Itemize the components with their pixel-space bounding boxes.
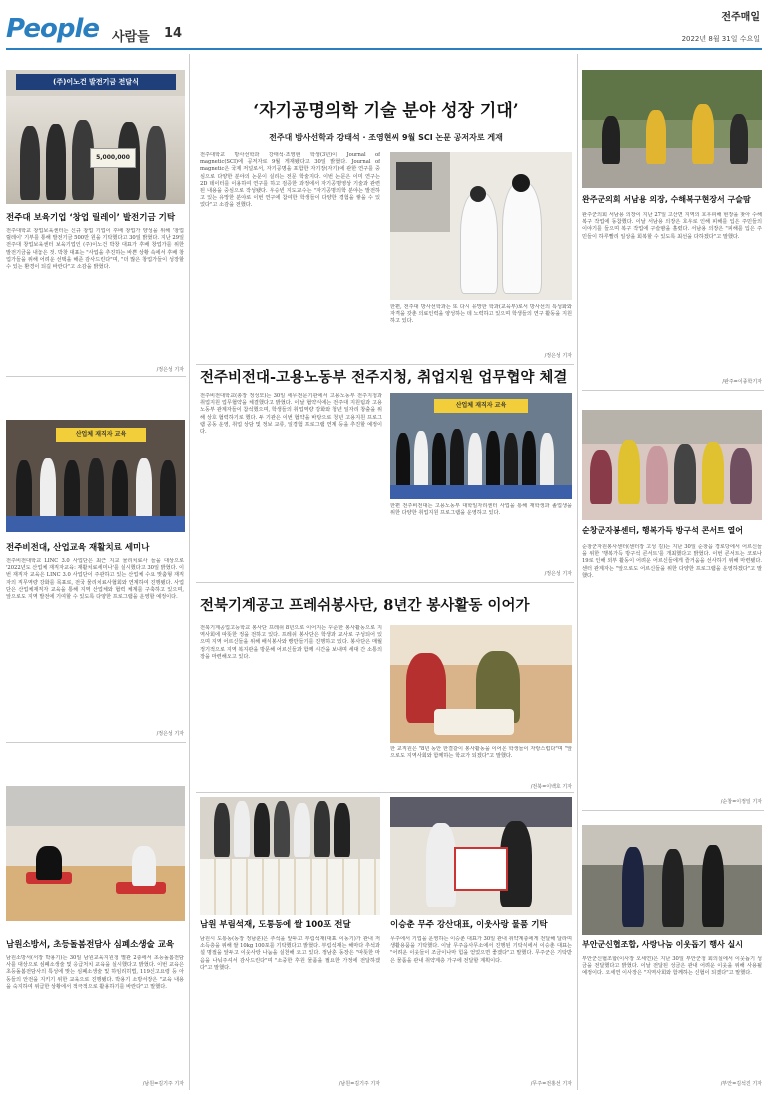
right-story3-body: 부안군신협조합(이사장 오세연)은 지난 30일 부안군청 회의실에서 이웃돕기 성금을 전달했다고 밝혔다. 이날 전달된 성금은 관내 어려운 이웃을 위해 사용될 예정이다. 오세연 이사장은 "지역사회와 함께하는 신협이 되겠다"고 말했다.	[582, 956, 762, 977]
right-story1-credit: /완주=이종학기자	[722, 379, 762, 385]
left-story1-credit: /정은성 기자	[156, 367, 184, 373]
right-story2-body: 순창군자원봉사센터(센터장 고성 김)는 지난 30일 순창읍 경로당에서 어르신들을 위한 '행복가득 방구석 콘서트'를 개최했다고 밝혔다. 이번 콘서트는 코로나19로 인해 외부 활동이 어려운 어르신들에게 즐거움을 선사하기 위해 마련됐다. 센터 관계자는 "앞으로도 어르신들을 위한 다양한 프로그램을 운영하겠다"고 말했다.	[582, 544, 762, 579]
left-story3-body: 남원소방서(서장 박용기)는 30일 남원교육지원청 별관 2층에서 초등돌봄전담사를 대상으로 심폐소생술 및 응급처치 교육을 실시했다고 밝혔다. 이번 교육은 초등돌봄전담사의 특성에 맞는 심폐소생술 및 하임리히법, 119신고요령 등 아동들의 안전을 지키기 위한 교육으로 진행됐다. 박용기 소방서장은 "교육 내용을 숙지하여 위급한 상황에서 적극적으로 활용하기를 바란다"고 말했다.	[6, 955, 184, 990]
bottom-story1-headline: 남원 부림석재, 도통동에 쌀 100포 전달	[200, 920, 351, 930]
bottom-story1-credit: /남원=김기주 기자	[338, 1081, 380, 1087]
goods-donation-photo	[390, 797, 572, 915]
right-story1-headline: 완주군의회 서남용 의장, 수해복구현장서 구슬땀	[582, 195, 751, 204]
middle-story2-body-right: 한 교직원은 "8년 동안 한결같이 봉사활동을 이어온 학생들이 자랑스럽다"며 "앞으로도 지역사회와 함께하는 학교가 되겠다"고 말했다.	[390, 746, 572, 760]
rice-donation-photo	[200, 797, 380, 915]
right-story2-headline: 순창군자봉센터, 행복가득 방구석 콘서트 열어	[582, 526, 744, 535]
middle-story2-body-left: 전북기계공업고등학교 봉사단 프레쉬 8년으로 이어지는 꾸준한 봉사활동으로 지역사회에 따뜻한 정을 전하고 있다. 프레쉬 봉사단은 학생과 교사로 구성되어 있으며 지역 어르신들을 위해 배식봉사와 빵만들기를 진행하고 있다. 봉사단은 매월 정기적으로 지역 복지관을 방문해 어르신들과 함께 시간을 보내며 세대 간 소통의 장을 마련해오고 있다.	[200, 625, 382, 660]
column-divider	[189, 54, 190, 1090]
ceremony-banner: (주)이노건 발전기금 전달식	[16, 74, 176, 90]
seminar-photo	[6, 420, 185, 532]
credit-union-photo	[582, 825, 762, 935]
page-number: 14	[164, 26, 183, 41]
cpr-training-photo	[6, 786, 185, 921]
lab-students-photo	[390, 152, 572, 300]
top-story-subhead: 전주대 방사선학과 강태석 · 조영현씨 9월 SCI 논문 공저자로 게재	[269, 133, 503, 142]
newspaper-name: 전주매일	[721, 12, 760, 23]
middle-story2-credit: /전북=이백호 기자	[530, 784, 572, 790]
right-story1-body: 완주군의회 서남용 의장이 지난 27일 고산면 지역의 호우피해 현장을 찾아 수해복구 작업에 동참했다. 이날 서남용 의장은 호우로 인해 피해를 입은 주민들의 이야기를 들으며 복구 작업에 구슬땀을 흘렸다. 서남용 의장은 "피해를 입은 주민들이 하루빨리 일상을 회복할 수 있도록 최선을 다하겠다"고 말했다.	[582, 212, 762, 240]
flood-recovery-photo	[582, 70, 762, 188]
right-story3-credit: /부안=김석진 기자	[720, 1081, 762, 1087]
bottom-story2-credit: /무주=전홍선 기자	[530, 1081, 572, 1087]
right-story2-credit: /순창=이정일 기자	[720, 799, 762, 805]
left-story1-body: 전주대학교 창업보육센터는 신규 창업 기업이 후배 창업가 양성을 위해 '창업 릴레이' 기부를 통해 발전기금 500만 원을 기탁했다고 30일 밝혔다. 지난 29일 전주대 창업보육센터 보육기업인 (주)이노건 박창 대표가 후배 창업가를 위한 발전기금을 내놓은 것. 박창 대표는 "사업을 추진하는 바쁜 상황 속에서 후배 창업가들을 위해 어려운 선택을 해준 감사드린다"며, "더 많은 창업가들이 성장할 수 있는 환경이 되길 바란다"고 소감을 밝혔다.	[6, 228, 184, 271]
left-story2-credit: /정은성 기자	[156, 731, 184, 737]
left-story3-headline: 남원소방서, 초등돌봄전담사 심폐소생술 교육	[6, 940, 175, 950]
left-story2-body: 전주비전대학교 LINC 3.0 사업단은 최근 지교 물리치료사 들을 대상으로 '2022년도 산업체 재직자교육: 재활치료세미나'를 실시했다고 30일 밝혔다. 이번 재직자 교육은 LINC 3.0 사업단이 주관하고 있는 산업체 수요 맞춤형 재직자의 직무역량 강화를 목표로, 전국 물리치료사협회와 연계하여 진행됐다. 사업단은 산업체재직자 교육을 통해 지역 산업체와 협력 체계를 구축하고 있으며, 앞으로도 지역 발전에 기여할 수 있도록 다양한 프로그램을 운영할 예정이다.	[6, 558, 184, 601]
bottom-story2-headline: 이승춘 무주 강산대표, 이웃사랑 물품 기탁	[390, 920, 548, 930]
bottom-story1-body: 남원시 도통동(동장 정남훈)은 추석을 앞두고 부림석재(대표 이동기)가 관내 저소득층을 위해 쌀 10kg 100포를 기탁했다고 밝혔다. 부림석재는 해마다 추석과 설 명절을 앞두고 이웃사랑 나눔을 실천해 오고 있다. 정남훈 동장은 "따뜻한 마음을 나눠주셔서 감사드린다"며 "소중한 후원 물품을 필요한 가정에 전달하겠다"고 말했다.	[200, 936, 380, 971]
top-story-body-left: 전주대학교 방사선학과 강태석·조영현 학생(3년)이 Journal of magnetic(SCI)에 공저자로 9월 게재됐다고 30일 밝혔다. Journal of magnetic은 국제 저널로서, 자기공명을 포함한 자기장(자기)에 관한 연구를 중심으로 다양한 분야의 논문이 실리는 전문 학술지다. 이번 논문은 이미 연구는 2D 데이터를 이용하여 연구를 하고 검증한 과정에서 자기공명영상 기술과 관련된 내용을 중심으로 작성됐다. 우승빈 지도교수는 "자기공명의학 분야는 발전하고 있는 유망한 분야로 이번 연구에 참여한 학생들이 다양한 경험을 쌓을 수 있었다"고 소감을 전했다.	[200, 152, 380, 209]
check-board: 5,000,000	[90, 148, 136, 168]
middle-story2-headline: 전북기계공고 프레쉬봉사단, 8년간 봉사활동 이어가	[200, 597, 530, 614]
section-title: People	[6, 14, 100, 44]
middle-story1-body-right: 한편 전주비전대는 고용노동부 대학일자리센터 사업을 통해 재학생과 졸업생을 위한 다양한 취업지원 프로그램을 운영하고 있다.	[390, 503, 572, 517]
left-story3-credit: /남원=김기주 기자	[142, 1081, 184, 1087]
right-story3-headline: 부안군신협조합, 사랑나눔 이웃돕기 행사 실시	[582, 940, 744, 949]
ceremony-photo	[6, 70, 185, 204]
agreement-photo	[390, 393, 572, 499]
top-story-headline: ‘자기공명의학 기술 분야 성장 기대’	[253, 101, 519, 121]
seminar-banner: 산업체 재직자 교육	[56, 428, 146, 442]
middle-story1-credit: /정은성 기자	[544, 571, 572, 577]
bottom-story2-body: 무주에서 기업을 운영하는 이승춘 대표가 30일 관내 취약계층에게 전달해 달라며 생활용품을 기탁했다. 이날 무주읍사무소에서 진행된 기탁식에서 이승춘 대표는 "어려운 이웃들이 조금이나마 힘을 얻었으면 좋겠다"고 말했다. 무주군은 기탁받은 물품을 관내 취약계층 가구에 전달할 계획이다.	[390, 936, 572, 964]
left-story2-headline: 전주비전대, 산업교육 재활치료 세미나	[6, 543, 150, 553]
issue-date: 2022년 8월 31일 수요일	[681, 35, 760, 43]
left-story1-headline: 전주대 보육기업 ‘창업 릴레이’ 발전기금 기탁	[6, 213, 176, 223]
masthead-rule	[6, 48, 762, 50]
agreement-banner: 산업체 재직자 교육	[434, 399, 528, 413]
column-divider	[577, 54, 578, 1090]
top-story-credit: /정은성 기자	[544, 353, 572, 359]
section-korean-label: 사람들	[112, 30, 150, 45]
middle-story1-body-left: 전주비전대학교(총장 정성모)는 30일 세무전문기관에서 고용노동부 전주지청과 취업지원 업무협약을 체결했다고 밝혔다. 이날 협약식에는 전주대 지원팀과 고용노동부 관계자들이 참석했으며, 학생들의 취업역량 강화와 청년 일자리 창출을 위해 상호 협력하기로 했다. 두 기관은 이번 협약을 바탕으로 청년 고용지원 프로그램 공동 운영, 취업 상담 및 정보 교류, 일경험 프로그램 연계 등을 추진할 예정이다.	[200, 393, 382, 436]
volunteer-baking-photo	[390, 625, 572, 743]
middle-story1-headline: 전주비전대-고용노동부 전주지청, 취업지원 업무협약 체결	[200, 369, 568, 386]
top-story-body-right: 한편, 전주대 방사선학과는 또 다시 유망한 학과(교육부)로서 방사선의 특성화와 자격을 갖춘 의료인력을 양성하는 데 노력하고 있으며 학생들의 연구 활동을 지원하고 있다.	[390, 304, 572, 325]
concert-photo	[582, 410, 762, 520]
